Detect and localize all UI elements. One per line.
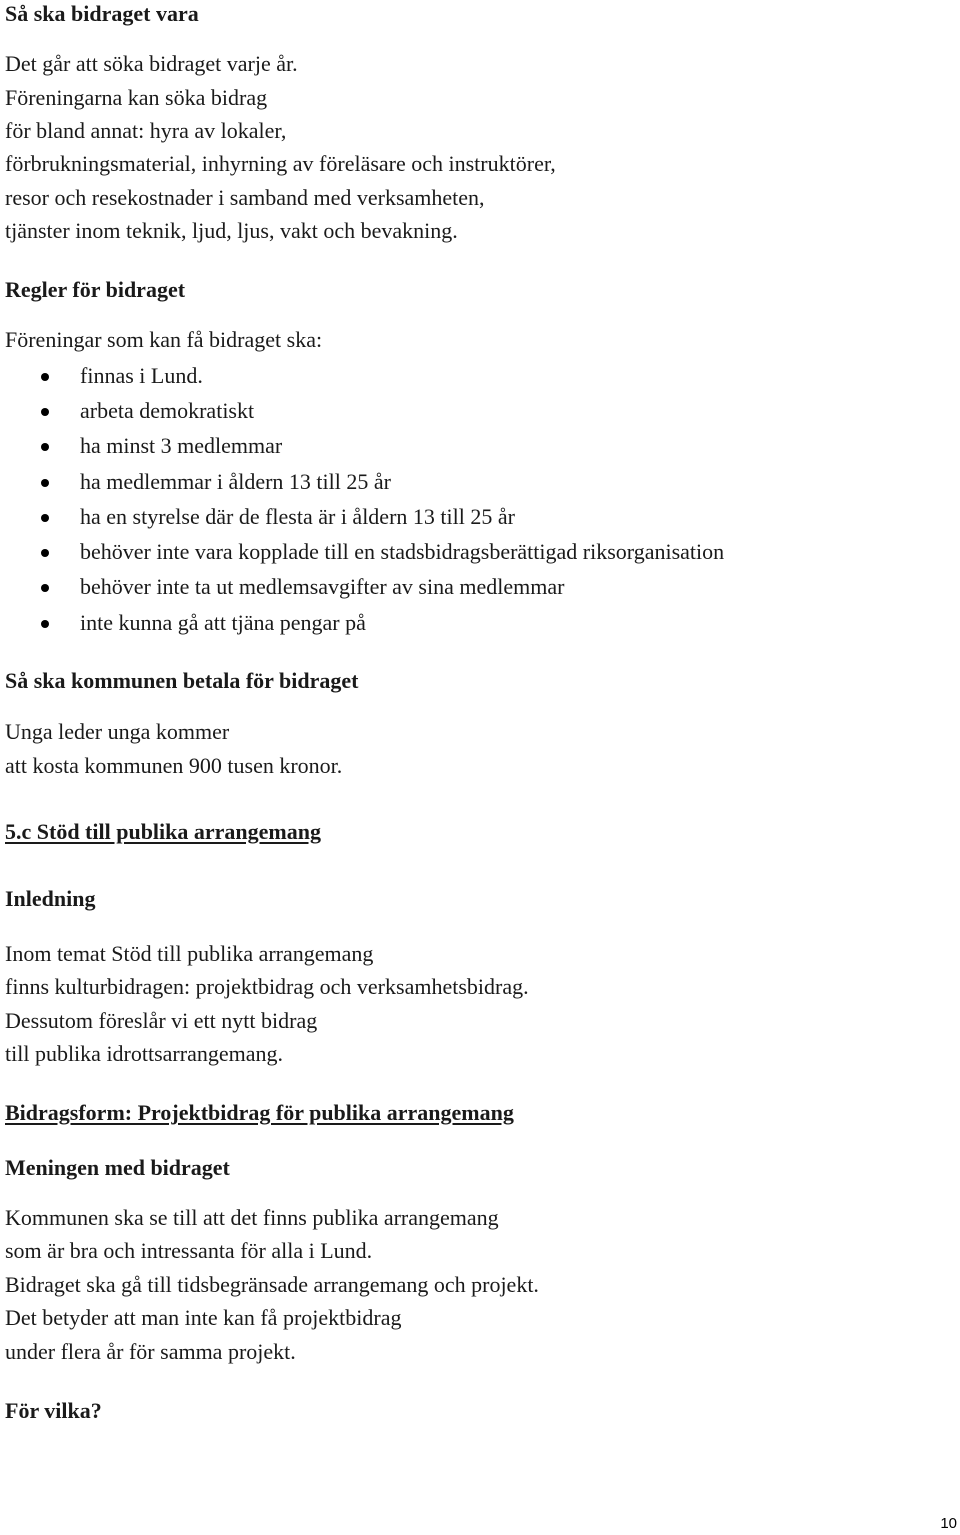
section-title-stod-till-publika-arrangemang: 5.c Stöd till publika arrangemang bbox=[5, 819, 321, 844]
list-item-text: behöver inte ta ut medlemsavgifter av sina medlemmar bbox=[80, 574, 565, 599]
bullet-icon bbox=[41, 584, 49, 592]
bullet-icon bbox=[41, 549, 49, 557]
rules-intro: Föreningar som kan få bidraget ska: bbox=[5, 327, 323, 352]
list-item-text: behöver inte vara kopplade till en stadsbidragsberättigad riksorganisation bbox=[80, 539, 725, 564]
bullet-icon bbox=[41, 479, 49, 487]
heading-sa-ska-bidraget-vara: Så ska bidraget vara bbox=[5, 1, 199, 26]
paragraph-line: som är bra och intressanta för alla i Lund. bbox=[5, 1238, 373, 1263]
paragraph-line: Det betyder att man inte kan få projektbidrag bbox=[5, 1305, 402, 1330]
paragraph-line: till publika idrottsarrangemang. bbox=[5, 1041, 283, 1066]
list-item-text: arbeta demokratiskt bbox=[80, 398, 255, 423]
paragraph-line: Kommunen ska se till att det finns publika arrangemang bbox=[5, 1205, 499, 1230]
list-item-text: ha medlemmar i åldern 13 till 25 år bbox=[80, 469, 391, 494]
heading-meningen-med-bidraget: Meningen med bidraget bbox=[5, 1155, 230, 1180]
paragraph-line: under flera år för samma projekt. bbox=[5, 1339, 296, 1364]
paragraph-line: tjänster inom teknik, ljud, ljus, vakt och bevakning. bbox=[5, 218, 458, 243]
bullet-icon bbox=[41, 514, 49, 522]
paragraph-line: förbrukningsmaterial, inhyrning av föreläsare och instruktörer, bbox=[5, 151, 556, 176]
list-item-text: finnas i Lund. bbox=[80, 363, 203, 388]
list-item-text: inte kunna gå att tjäna pengar på bbox=[80, 610, 366, 635]
bullet-icon bbox=[41, 373, 49, 381]
paragraph-line: Dessutom föreslår vi ett nytt bidrag bbox=[5, 1008, 318, 1033]
paragraph-line: resor och resekostnader i samband med verksamheten, bbox=[5, 185, 485, 210]
paragraph-line: Föreningarna kan söka bidrag bbox=[5, 85, 268, 110]
heading-for-vilka: För vilka? bbox=[5, 1398, 102, 1423]
heading-regler-for-bidraget: Regler för bidraget bbox=[5, 277, 186, 302]
paragraph-line: finns kulturbidragen: projektbidrag och verksamhetsbidrag. bbox=[5, 974, 529, 999]
paragraph-line: Inom temat Stöd till publika arrangemang bbox=[5, 941, 374, 966]
paragraph-line: Det går att söka bidraget varje år. bbox=[5, 51, 298, 76]
bullet-icon bbox=[41, 620, 49, 628]
heading-bidragsform: Bidragsform: Projektbidrag för publika arrangemang bbox=[5, 1100, 514, 1125]
paragraph-line: Unga leder unga kommer bbox=[5, 719, 230, 744]
page-number: 10 bbox=[940, 1515, 957, 1532]
paragraph-line: Bidraget ska gå till tidsbegränsade arrangemang och projekt. bbox=[5, 1272, 539, 1297]
paragraph-line: för bland annat: hyra av lokaler, bbox=[5, 118, 287, 143]
bullet-icon bbox=[41, 408, 49, 416]
list-item-text: ha en styrelse där de flesta är i åldern 13 till 25 år bbox=[80, 504, 515, 529]
list-item-text: ha minst 3 medlemmar bbox=[80, 433, 283, 458]
heading-inledning: Inledning bbox=[5, 886, 96, 911]
bullet-icon bbox=[41, 443, 49, 451]
paragraph-line: att kosta kommunen 900 tusen kronor. bbox=[5, 753, 343, 778]
heading-sa-ska-kommunen-betala: Så ska kommunen betala för bidraget bbox=[5, 668, 359, 693]
